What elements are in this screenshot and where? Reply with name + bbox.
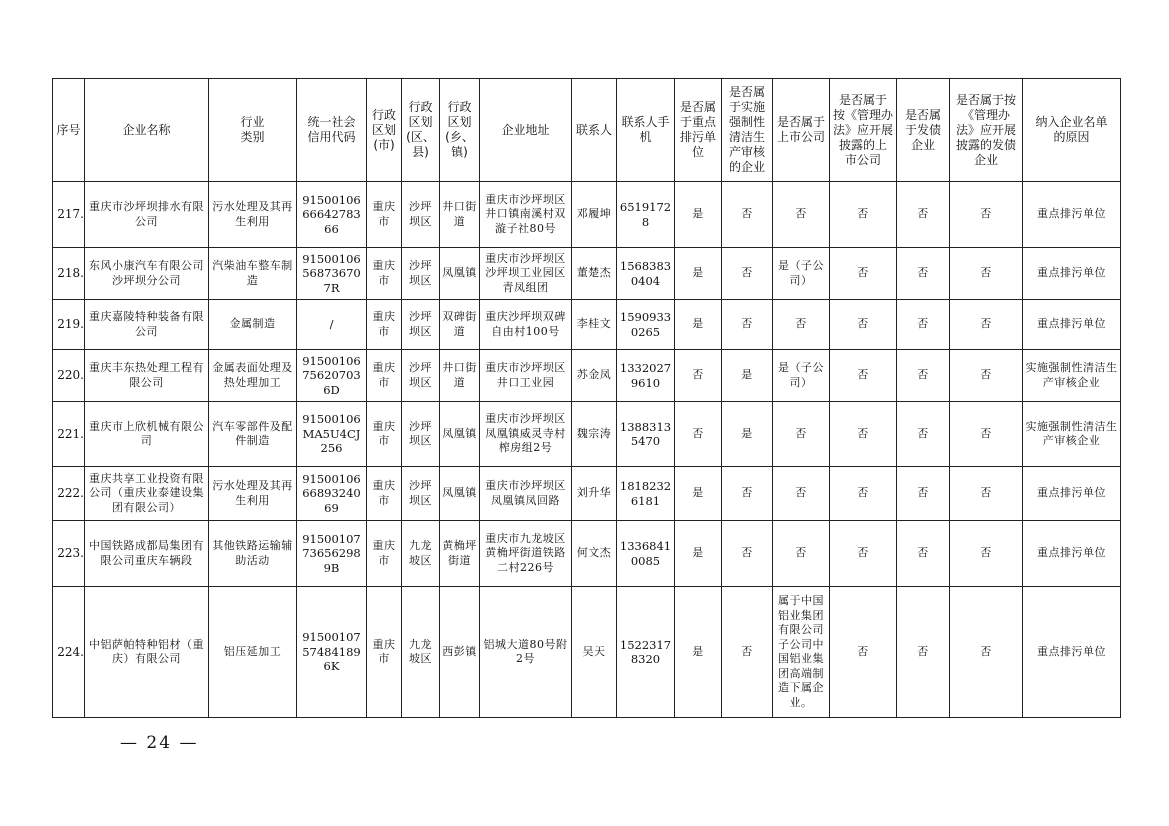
cell-name: 东风小康汽车有限公司沙坪坝分公司 [85,248,209,300]
table-body [53,182,1121,718]
cell-seq: 221. [53,402,85,467]
cell-address: 重庆市沙坪坝区凤凰镇威灵寺村榨房组2号 [480,402,572,467]
cell-district: 沙坪坝区 [402,402,440,467]
cell-bond-disclose: 否 [950,300,1023,350]
cell-code: / [297,300,367,350]
cell-bond-disclose: 否 [950,467,1023,521]
cell-listed-disclose: 否 [830,467,897,521]
cell-code: 91500106568736707R [297,248,367,300]
cell-name: 中国铁路成都局集团有限公司重庆车辆段 [85,521,209,587]
cell-reason: 实施强制性清洁生产审核企业 [1023,350,1121,402]
column-header-listed-disclose: 是否属于 按《管理办 法》应开展 披露的上 市公司 [830,79,897,182]
cell-key-polluter: 是 [675,248,722,300]
cell-phone: 18182326181 [617,467,675,521]
cell-industry: 金属制造 [209,300,297,350]
cell-bond: 否 [897,521,950,587]
cell-reason: 重点排污单位 [1023,248,1121,300]
cell-name: 重庆丰东热处理工程有限公司 [85,350,209,402]
cell-listed: 否 [773,521,830,587]
cell-contact: 何文杰 [572,521,617,587]
cell-listed-disclose: 否 [830,300,897,350]
table-row [53,521,1121,587]
cell-code: 91500107574841896K [297,587,367,718]
column-header-address: 企业地址 [480,79,572,182]
cell-name: 重庆共享工业投资有限公司（重庆业泰建设集团有限公司） [85,467,209,521]
cell-address: 重庆市沙坪坝区井口工业园 [480,350,572,402]
cell-listed-disclose: 否 [830,248,897,300]
cell-city: 重庆市 [367,350,402,402]
cell-city: 重庆市 [367,248,402,300]
cell-address: 重庆市九龙坡区黄桷坪街道铁路二村226号 [480,521,572,587]
cell-district: 沙坪坝区 [402,182,440,248]
cell-bond: 否 [897,587,950,718]
cell-clean-audit: 否 [722,587,773,718]
cell-industry: 污水处理及其再生利用 [209,182,297,248]
cell-listed: 否 [773,467,830,521]
cell-bond-disclose: 否 [950,587,1023,718]
cell-seq: 223. [53,521,85,587]
column-header-city: 行政 区划 (市) [367,79,402,182]
cell-district: 沙坪坝区 [402,350,440,402]
cell-code: 915001066664278366 [297,182,367,248]
cell-bond-disclose: 否 [950,350,1023,402]
cell-bond: 否 [897,467,950,521]
cell-key-polluter: 是 [675,182,722,248]
cell-clean-audit: 否 [722,467,773,521]
cell-listed-disclose: 否 [830,402,897,467]
column-header-town: 行政 区划 (乡、 镇) [440,79,480,182]
cell-contact: 邓履坤 [572,182,617,248]
cell-name: 中铝萨帕特种铝材（重庆）有限公司 [85,587,209,718]
cell-seq: 222. [53,467,85,521]
cell-bond: 否 [897,248,950,300]
cell-seq: 218. [53,248,85,300]
cell-name: 重庆市沙坪坝排水有限公司 [85,182,209,248]
cell-district: 九龙坡区 [402,587,440,718]
cell-listed-disclose: 否 [830,182,897,248]
cell-industry: 汽车零部件及配件制造 [209,402,297,467]
table-header [53,79,1121,182]
column-header-listed: 是否属于 上市公司 [773,79,830,182]
cell-seq: 224. [53,587,85,718]
cell-key-polluter: 是 [675,521,722,587]
cell-contact: 刘升华 [572,467,617,521]
cell-district: 沙坪坝区 [402,467,440,521]
cell-listed: 是（子公司） [773,248,830,300]
column-header-bond: 是否属 于发债 企业 [897,79,950,182]
page-number: — 24 — [120,733,199,753]
cell-industry: 其他铁路运输辅助活动 [209,521,297,587]
cell-contact: 苏金凤 [572,350,617,402]
table-row [53,402,1121,467]
table-row [53,587,1121,718]
cell-phone: 13320279610 [617,350,675,402]
cell-listed-disclose: 否 [830,521,897,587]
cell-phone: 13368410085 [617,521,675,587]
cell-address: 重庆市沙坪坝区凤凰镇凤回路 [480,467,572,521]
cell-bond: 否 [897,182,950,248]
cell-town: 西彭镇 [440,587,480,718]
cell-town: 井口街道 [440,182,480,248]
cell-listed: 否 [773,402,830,467]
cell-city: 重庆市 [367,467,402,521]
cell-phone: 15683830404 [617,248,675,300]
column-header-district: 行政 区划 (区、 县) [402,79,440,182]
cell-reason: 重点排污单位 [1023,521,1121,587]
cell-name: 重庆市上欣机械有限公司 [85,402,209,467]
cell-listed: 属于中国铝业集团有限公司子公司中国铝业集团高端制造下属企业。 [773,587,830,718]
table-row [53,248,1121,300]
cell-town: 凤凰镇 [440,248,480,300]
cell-bond: 否 [897,350,950,402]
cell-contact: 李桂文 [572,300,617,350]
cell-town: 黄桷坪街道 [440,521,480,587]
cell-listed: 否 [773,182,830,248]
cell-district: 九龙坡区 [402,521,440,587]
column-header-phone: 联系人手 机 [617,79,675,182]
column-header-key-polluter: 是否属 于重点 排污单 位 [675,79,722,182]
cell-contact: 吴天 [572,587,617,718]
cell-reason: 重点排污单位 [1023,467,1121,521]
cell-clean-audit: 否 [722,521,773,587]
cell-clean-audit: 否 [722,300,773,350]
cell-address: 重庆市沙坪坝区井口镇南溪村双漩子社80号 [480,182,572,248]
cell-town: 凤凰镇 [440,467,480,521]
cell-seq: 217. [53,182,85,248]
cell-industry: 金属表面处理及热处理加工 [209,350,297,402]
column-header-bond-disclose: 是否属于按 《管理办 法》应开展 披露的发债 企业 [950,79,1023,182]
cell-town: 凤凰镇 [440,402,480,467]
cell-city: 重庆市 [367,521,402,587]
table-row [53,467,1121,521]
cell-listed: 否 [773,300,830,350]
cell-key-polluter: 否 [675,402,722,467]
cell-listed-disclose: 否 [830,587,897,718]
cell-seq: 219. [53,300,85,350]
cell-bond-disclose: 否 [950,402,1023,467]
cell-bond-disclose: 否 [950,248,1023,300]
cell-address: 铝城大道80号附2号 [480,587,572,718]
cell-reason: 实施强制性清洁生产审核企业 [1023,402,1121,467]
cell-clean-audit: 否 [722,248,773,300]
column-header-industry: 行业 类别 [209,79,297,182]
cell-city: 重庆市 [367,182,402,248]
cell-key-polluter: 是 [675,467,722,521]
cell-contact: 董楚杰 [572,248,617,300]
cell-city: 重庆市 [367,587,402,718]
cell-listed: 是（子公司） [773,350,830,402]
cell-town: 双碑街道 [440,300,480,350]
column-header-reason: 纳入企业名单 的原因 [1023,79,1121,182]
cell-city: 重庆市 [367,300,402,350]
table-row [53,350,1121,402]
cell-bond: 否 [897,402,950,467]
table-row [53,300,1121,350]
cell-code: 915001066689324069 [297,467,367,521]
cell-phone: 13883135470 [617,402,675,467]
cell-city: 重庆市 [367,402,402,467]
cell-listed-disclose: 否 [830,350,897,402]
cell-address: 重庆市沙坪坝区沙坪坝工业园区青凤组团 [480,248,572,300]
cell-district: 沙坪坝区 [402,300,440,350]
cell-bond-disclose: 否 [950,521,1023,587]
cell-clean-audit: 是 [722,350,773,402]
cell-name: 重庆嘉陵特种装备有限公司 [85,300,209,350]
cell-reason: 重点排污单位 [1023,587,1121,718]
column-header-name: 企业名称 [85,79,209,182]
cell-code: 91500106756207036D [297,350,367,402]
cell-code: 91500107736562989B [297,521,367,587]
cell-district: 沙坪坝区 [402,248,440,300]
cell-bond-disclose: 否 [950,182,1023,248]
cell-seq: 220. [53,350,85,402]
column-header-contact: 联系人 [572,79,617,182]
cell-reason: 重点排污单位 [1023,300,1121,350]
cell-phone: 15223178320 [617,587,675,718]
cell-bond: 否 [897,300,950,350]
enterprise-table [52,78,1121,718]
cell-clean-audit: 是 [722,402,773,467]
header-row [53,79,1121,182]
cell-reason: 重点排污单位 [1023,182,1121,248]
cell-key-polluter: 是 [675,587,722,718]
cell-contact: 魏宗涛 [572,402,617,467]
cell-key-polluter: 否 [675,350,722,402]
cell-industry: 铝压延加工 [209,587,297,718]
column-header-seq: 序号 [53,79,85,182]
cell-key-polluter: 是 [675,300,722,350]
column-header-clean-audit: 是否属 于实施 强制性 清洁生 产审核 的企业 [722,79,773,182]
cell-industry: 汽柴油车整车制造 [209,248,297,300]
column-header-code: 统一社会 信用代码 [297,79,367,182]
cell-phone: 65191728 [617,182,675,248]
cell-industry: 污水处理及其再生利用 [209,467,297,521]
cell-clean-audit: 否 [722,182,773,248]
cell-town: 井口街道 [440,350,480,402]
cell-code: 91500106MA5U4CJ256 [297,402,367,467]
cell-phone: 15909330265 [617,300,675,350]
table-row [53,182,1121,248]
cell-address: 重庆沙坪坝双碑自由村100号 [480,300,572,350]
